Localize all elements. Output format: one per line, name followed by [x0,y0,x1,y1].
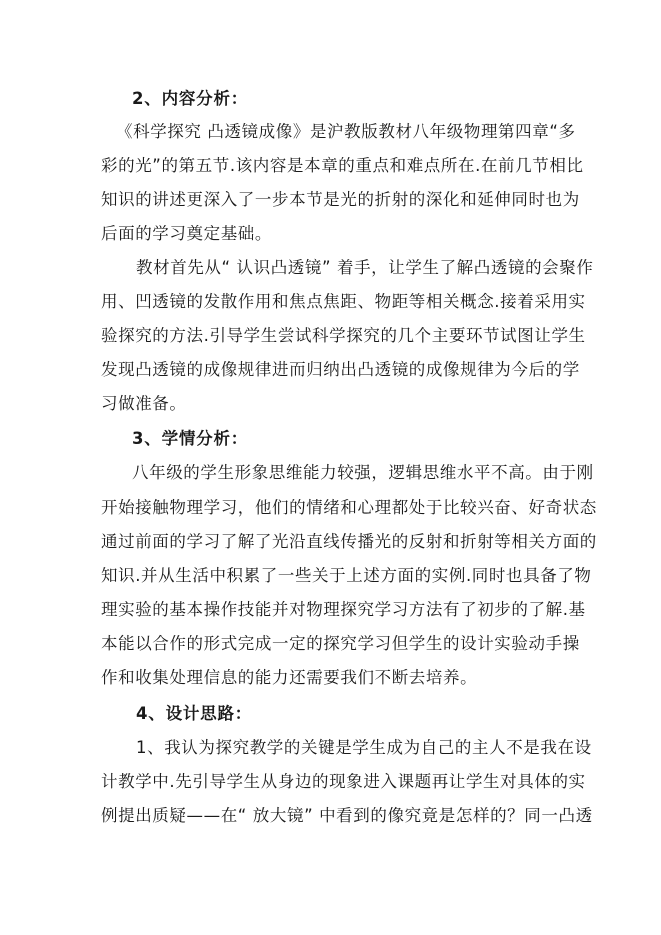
paragraph-line: 《科学探究 凸透镜成像》是沪教版教材八年级物理第四章“多 [116,122,576,141]
paragraph-line: 计教学中.先引导学生从身边的现象进入课题再让学生对具体的实 [101,772,586,791]
paragraph-line: 开始接触物理学习，他们的情绪和心理都处于比较兴奋、好奇状态 [101,498,597,517]
paragraph-line: 验探究的方法.引导学生尝试科学探究的几个主要环节试图让学生 [101,326,586,345]
paragraph-line: 例提出质疑——在“ 放大镜” 中看到的像究竟是怎样的？同一凸透 [101,806,593,825]
paragraph-line: 教材首先从“ 认识凸透镜” 着手，让学生了解凸透镜的会聚作 [136,258,594,277]
paragraph-line: 作和收集处理信息的能力还需要我们不断去培养。 [101,668,478,687]
paragraph-line: 后面的学习奠定基础。 [101,224,272,243]
paragraph-line: 知识.并从生活中积累了一些关于上述方面的实例.同时也具备了物 [101,566,592,585]
paragraph-line: 本能以合作的形式完成一定的探究学习但学生的设计实验动手操 [101,634,580,653]
section-heading-design-ideas: 4、设计思路： [136,704,253,723]
paragraph-line: 通过前面的学习了解了光沿直线传播光的反射和折射等相关方面的 [101,532,597,551]
paragraph-line: 理实验的基本操作技能并对物理探究学习方法有了初步的了解.基 [101,600,586,619]
paragraph-line: 用、凹透镜的发散作用和焦点焦距、物距等相关概念.接着采用实 [101,292,586,311]
section-heading-content-analysis: 2、内容分析： [132,89,249,108]
paragraph-line: 彩的光”的第五节.该内容是本章的重点和难点所在.在前几节相比 [101,156,584,175]
paragraph-line: 知识的讲述更深入了一步本节是光的折射的深化和延伸同时也为 [101,190,580,209]
paragraph-line: 1、我认为探究教学的关键是学生成为自己的主人不是我在设 [136,738,592,757]
section-heading-student-analysis: 3、学情分析： [132,429,249,448]
paragraph-line: 发现凸透镜的成像规律进而归纳出凸透镜的成像规律为今后的学 [101,360,580,379]
paragraph-line: 八年级的学生形象思维能力较强，逻辑思维水平不高。由于刚 [132,463,594,482]
paragraph-line: 习做准备。 [101,394,187,413]
